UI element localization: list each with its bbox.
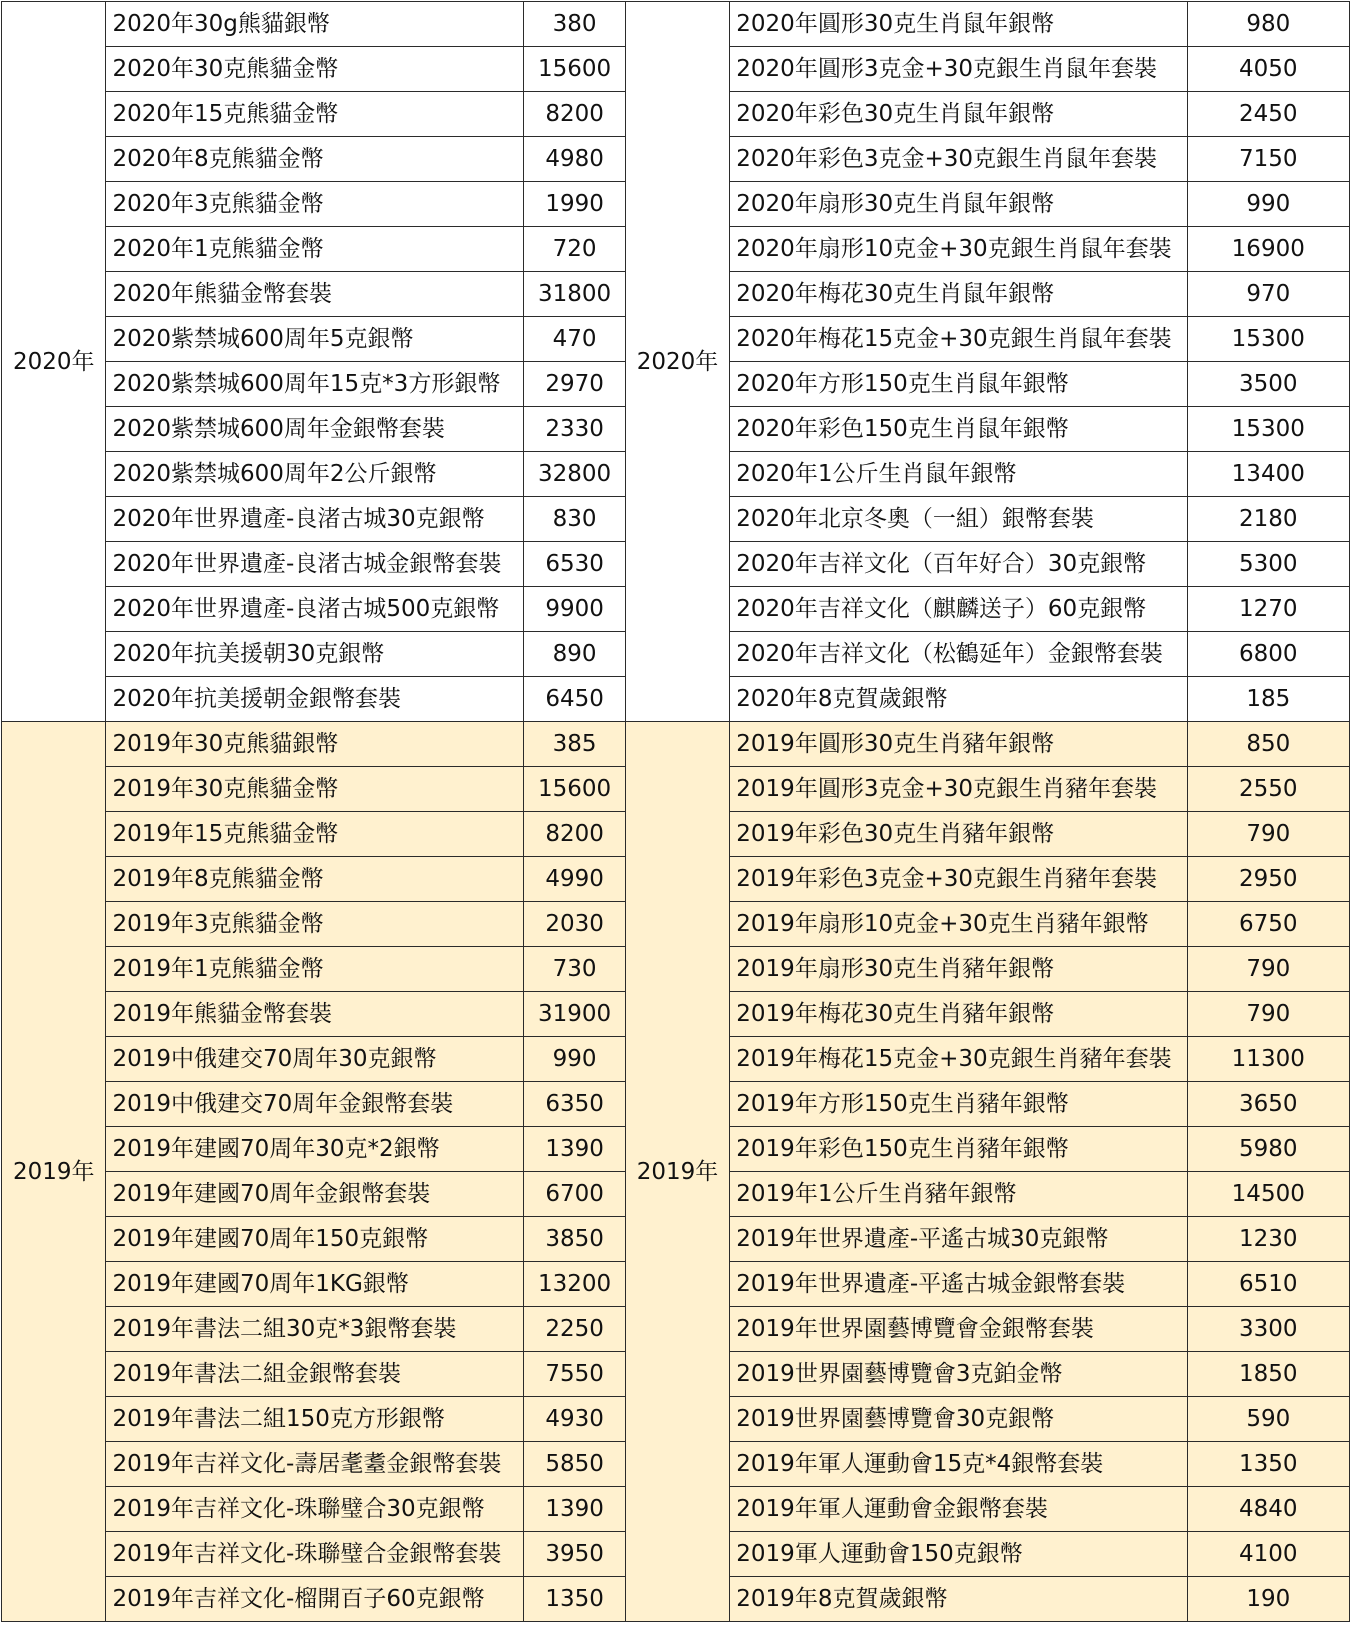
coin-price: 5980 xyxy=(1187,1127,1349,1172)
coin-name: 2020年1克熊貓金幣 xyxy=(106,227,524,272)
coin-price: 6700 xyxy=(524,1172,625,1217)
coin-price: 31900 xyxy=(524,992,625,1037)
coin-name: 2019年圓形30克生肖豬年銀幣 xyxy=(730,722,1187,767)
coin-price: 1270 xyxy=(1187,587,1349,632)
coin-price: 3300 xyxy=(1187,1307,1349,1352)
coin-name: 2019年1克熊貓金幣 xyxy=(106,947,524,992)
coin-price: 15600 xyxy=(524,767,625,812)
coin-price: 6750 xyxy=(1187,902,1349,947)
table-row xyxy=(2,2,1350,47)
coin-name: 2019年建國70周年1KG銀幣 xyxy=(106,1262,524,1307)
coin-name: 2019年1公斤生肖豬年銀幣 xyxy=(730,1172,1187,1217)
coin-name: 2020年吉祥文化（松鶴延年）金銀幣套裝 xyxy=(730,632,1187,677)
coin-price: 4930 xyxy=(524,1397,625,1442)
coin-price: 190 xyxy=(1187,1577,1349,1622)
coin-name: 2020年8克熊貓金幣 xyxy=(106,137,524,182)
coin-name: 2020年1公斤生肖鼠年銀幣 xyxy=(730,452,1187,497)
coin-name: 2020年世界遺產-良渚古城金銀幣套裝 xyxy=(106,542,524,587)
coin-name: 2019年梅花30克生肖豬年銀幣 xyxy=(730,992,1187,1037)
coin-price: 790 xyxy=(1187,947,1349,992)
coin-name: 2019年書法二組金銀幣套裝 xyxy=(106,1352,524,1397)
coin-price: 2180 xyxy=(1187,497,1349,542)
coin-price-table xyxy=(1,1,1350,1622)
coin-price: 6530 xyxy=(524,542,625,587)
coin-name: 2020年梅花30克生肖鼠年銀幣 xyxy=(730,272,1187,317)
coin-price: 6510 xyxy=(1187,1262,1349,1307)
coin-name: 2019年8克熊貓金幣 xyxy=(106,857,524,902)
coin-name: 2019年扇形10克金+30克生肖豬年銀幣 xyxy=(730,902,1187,947)
coin-name: 2019年軍人運動會15克*4銀幣套裝 xyxy=(730,1442,1187,1487)
year-label-left: 2020年 xyxy=(2,2,106,722)
coin-name: 2019年方形150克生肖豬年銀幣 xyxy=(730,1082,1187,1127)
coin-price: 380 xyxy=(524,2,625,47)
coin-price: 6450 xyxy=(524,677,625,722)
coin-price: 4990 xyxy=(524,857,625,902)
coin-name: 2019年熊貓金幣套裝 xyxy=(106,992,524,1037)
coin-name: 2020年抗美援朝30克銀幣 xyxy=(106,632,524,677)
year-label-left: 2019年 xyxy=(2,722,106,1622)
coin-name: 2020年彩色150克生肖鼠年銀幣 xyxy=(730,407,1187,452)
coin-price: 7550 xyxy=(524,1352,625,1397)
coin-price: 1850 xyxy=(1187,1352,1349,1397)
coin-price: 2550 xyxy=(1187,767,1349,812)
coin-price: 790 xyxy=(1187,992,1349,1037)
coin-name: 2020年彩色3克金+30克銀生肖鼠年套裝 xyxy=(730,137,1187,182)
coin-price: 1390 xyxy=(524,1487,625,1532)
coin-price: 2030 xyxy=(524,902,625,947)
coin-name: 2019年梅花15克金+30克銀生肖豬年套裝 xyxy=(730,1037,1187,1082)
coin-price: 185 xyxy=(1187,677,1349,722)
coin-price: 31800 xyxy=(524,272,625,317)
coin-price: 2250 xyxy=(524,1307,625,1352)
coin-price: 1390 xyxy=(524,1127,625,1172)
coin-price: 470 xyxy=(524,317,625,362)
year-label-right: 2019年 xyxy=(625,722,729,1622)
coin-price: 4980 xyxy=(524,137,625,182)
coin-name: 2020年圓形3克金+30克銀生肖鼠年套裝 xyxy=(730,47,1187,92)
coin-name: 2019年3克熊貓金幣 xyxy=(106,902,524,947)
coin-name: 2020年吉祥文化（百年好合）30克銀幣 xyxy=(730,542,1187,587)
coin-price: 8200 xyxy=(524,92,625,137)
coin-name: 2020年30g熊貓銀幣 xyxy=(106,2,524,47)
coin-price: 15600 xyxy=(524,47,625,92)
coin-price: 4840 xyxy=(1187,1487,1349,1532)
coin-name: 2019年建國70周年金銀幣套裝 xyxy=(106,1172,524,1217)
coin-price: 14500 xyxy=(1187,1172,1349,1217)
coin-name: 2019年彩色150克生肖豬年銀幣 xyxy=(730,1127,1187,1172)
coin-price: 9900 xyxy=(524,587,625,632)
coin-name: 2019中俄建交70周年30克銀幣 xyxy=(106,1037,524,1082)
coin-name: 2019中俄建交70周年金銀幣套裝 xyxy=(106,1082,524,1127)
coin-name: 2019軍人運動會150克銀幣 xyxy=(730,1532,1187,1577)
coin-name: 2020年方形150克生肖鼠年銀幣 xyxy=(730,362,1187,407)
coin-name: 2019年圓形3克金+30克銀生肖豬年套裝 xyxy=(730,767,1187,812)
coin-name: 2020年世界遺產-良渚古城30克銀幣 xyxy=(106,497,524,542)
coin-price: 2330 xyxy=(524,407,625,452)
coin-price: 5300 xyxy=(1187,542,1349,587)
coin-name: 2020年梅花15克金+30克銀生肖鼠年套裝 xyxy=(730,317,1187,362)
coin-price: 6800 xyxy=(1187,632,1349,677)
coin-price: 830 xyxy=(524,497,625,542)
year-label-right: 2020年 xyxy=(625,2,729,722)
coin-name: 2019年世界園藝博覽會金銀幣套裝 xyxy=(730,1307,1187,1352)
coin-name: 2019年建國70周年30克*2銀幣 xyxy=(106,1127,524,1172)
coin-name: 2020年15克熊貓金幣 xyxy=(106,92,524,137)
coin-name: 2020年扇形10克金+30克銀生肖鼠年套裝 xyxy=(730,227,1187,272)
coin-price: 15300 xyxy=(1187,317,1349,362)
coin-price: 1230 xyxy=(1187,1217,1349,1262)
coin-price: 2950 xyxy=(1187,857,1349,902)
coin-name: 2020紫禁城600周年5克銀幣 xyxy=(106,317,524,362)
coin-price: 13400 xyxy=(1187,452,1349,497)
coin-name: 2019年30克熊貓金幣 xyxy=(106,767,524,812)
coin-name: 2020年8克賀歲銀幣 xyxy=(730,677,1187,722)
coin-name: 2019年15克熊貓金幣 xyxy=(106,812,524,857)
coin-price: 3950 xyxy=(524,1532,625,1577)
coin-price: 5850 xyxy=(524,1442,625,1487)
coin-price: 1350 xyxy=(1187,1442,1349,1487)
coin-name: 2020年扇形30克生肖鼠年銀幣 xyxy=(730,182,1187,227)
coin-price: 790 xyxy=(1187,812,1349,857)
coin-name: 2019年世界遺產-平遙古城30克銀幣 xyxy=(730,1217,1187,1262)
coin-price: 2970 xyxy=(524,362,625,407)
coin-name: 2020年圓形30克生肖鼠年銀幣 xyxy=(730,2,1187,47)
coin-name: 2020紫禁城600周年金銀幣套裝 xyxy=(106,407,524,452)
coin-price: 16900 xyxy=(1187,227,1349,272)
coin-price: 7150 xyxy=(1187,137,1349,182)
coin-name: 2019年吉祥文化-壽居耄耋金銀幣套裝 xyxy=(106,1442,524,1487)
coin-name: 2019年8克賀歲銀幣 xyxy=(730,1577,1187,1622)
coin-name: 2019年軍人運動會金銀幣套裝 xyxy=(730,1487,1187,1532)
coin-name: 2020紫禁城600周年2公斤銀幣 xyxy=(106,452,524,497)
section-1 xyxy=(2,722,1350,1622)
coin-name: 2019年30克熊貓銀幣 xyxy=(106,722,524,767)
coin-name: 2019年吉祥文化-珠聯璧合30克銀幣 xyxy=(106,1487,524,1532)
table-row xyxy=(2,722,1350,767)
section-0 xyxy=(2,2,1350,722)
coin-name: 2020年30克熊貓金幣 xyxy=(106,47,524,92)
coin-name: 2020年3克熊貓金幣 xyxy=(106,182,524,227)
coin-price: 4050 xyxy=(1187,47,1349,92)
coin-name: 2019年吉祥文化-榴開百子60克銀幣 xyxy=(106,1577,524,1622)
coin-price: 1990 xyxy=(524,182,625,227)
coin-name: 2019世界園藝博覽會30克銀幣 xyxy=(730,1397,1187,1442)
coin-price: 6350 xyxy=(524,1082,625,1127)
coin-name: 2019年彩色30克生肖豬年銀幣 xyxy=(730,812,1187,857)
coin-name: 2019年吉祥文化-珠聯璧合金銀幣套裝 xyxy=(106,1532,524,1577)
coin-price: 3650 xyxy=(1187,1082,1349,1127)
coin-price: 990 xyxy=(1187,182,1349,227)
coin-name: 2020年熊貓金幣套裝 xyxy=(106,272,524,317)
coin-name: 2019年扇形30克生肖豬年銀幣 xyxy=(730,947,1187,992)
coin-name: 2019年世界遺產-平遙古城金銀幣套裝 xyxy=(730,1262,1187,1307)
coin-price: 32800 xyxy=(524,452,625,497)
coin-name: 2020年彩色30克生肖鼠年銀幣 xyxy=(730,92,1187,137)
coin-name: 2020紫禁城600周年15克*3方形銀幣 xyxy=(106,362,524,407)
coin-price: 720 xyxy=(524,227,625,272)
coin-price: 11300 xyxy=(1187,1037,1349,1082)
coin-name: 2020年世界遺產-良渚古城500克銀幣 xyxy=(106,587,524,632)
coin-price: 730 xyxy=(524,947,625,992)
coin-price: 4100 xyxy=(1187,1532,1349,1577)
coin-name: 2019年書法二組30克*3銀幣套裝 xyxy=(106,1307,524,1352)
coin-price: 3850 xyxy=(524,1217,625,1262)
coin-name: 2020年抗美援朝金銀幣套裝 xyxy=(106,677,524,722)
coin-name: 2019年書法二組150克方形銀幣 xyxy=(106,1397,524,1442)
coin-price: 13200 xyxy=(524,1262,625,1307)
coin-price: 1350 xyxy=(524,1577,625,1622)
coin-price: 590 xyxy=(1187,1397,1349,1442)
coin-price: 3500 xyxy=(1187,362,1349,407)
coin-name: 2019世界園藝博覽會3克鉑金幣 xyxy=(730,1352,1187,1397)
coin-price: 8200 xyxy=(524,812,625,857)
coin-name: 2019年彩色3克金+30克銀生肖豬年套裝 xyxy=(730,857,1187,902)
coin-price: 15300 xyxy=(1187,407,1349,452)
coin-price: 980 xyxy=(1187,2,1349,47)
coin-price: 385 xyxy=(524,722,625,767)
coin-name: 2020年吉祥文化（麒麟送子）60克銀幣 xyxy=(730,587,1187,632)
coin-price: 850 xyxy=(1187,722,1349,767)
coin-name: 2019年建國70周年150克銀幣 xyxy=(106,1217,524,1262)
coin-name: 2020年北京冬奧（一組）銀幣套裝 xyxy=(730,497,1187,542)
coin-price: 970 xyxy=(1187,272,1349,317)
coin-price: 990 xyxy=(524,1037,625,1082)
coin-price: 890 xyxy=(524,632,625,677)
coin-price: 2450 xyxy=(1187,92,1349,137)
